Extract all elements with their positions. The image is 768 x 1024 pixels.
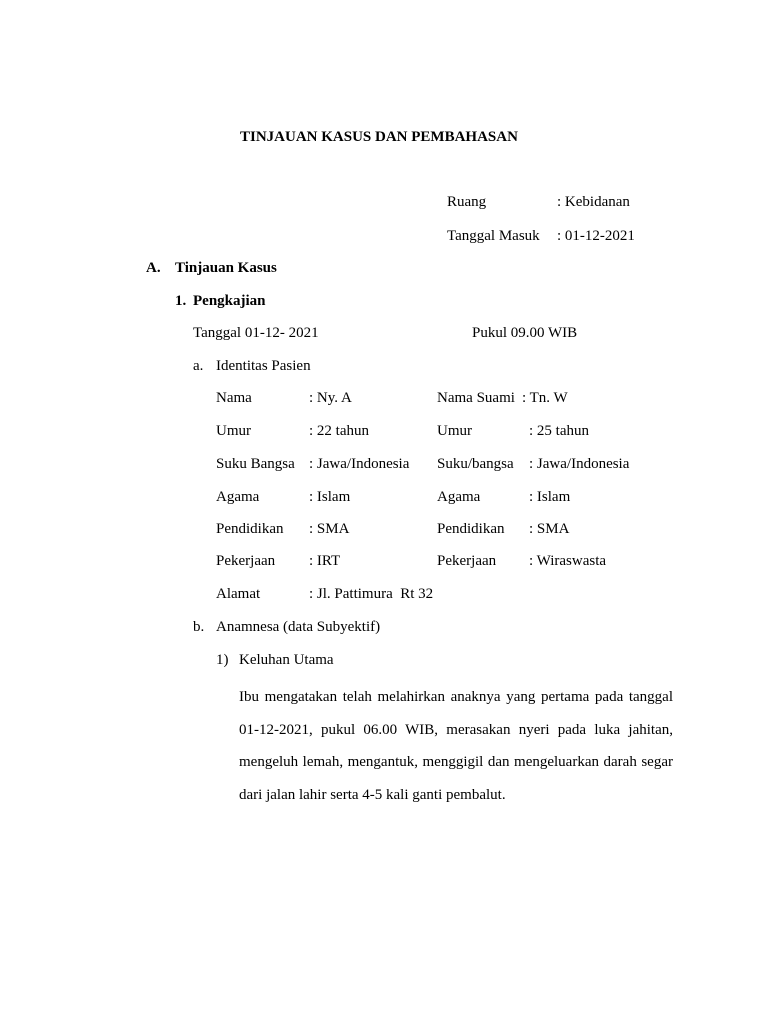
identity-label: Suku Bangsa	[216, 456, 295, 472]
identity-value: : 22 tahun	[309, 423, 369, 439]
identity-value-suami: : Tn. W	[522, 390, 568, 406]
identity-value: : Islam	[309, 489, 351, 505]
keluhan-heading: Keluhan Utama	[239, 652, 334, 668]
identity-label-suami: Pendidikan	[437, 521, 505, 537]
section-a-marker: A.	[146, 260, 161, 276]
identity-value-suami: : Jawa/Indonesia	[529, 456, 630, 472]
identity-value-suami: : Wiraswasta	[529, 553, 607, 569]
subsection-1-heading: Pengkajian	[193, 293, 266, 309]
identity-value: : SMA	[309, 521, 350, 537]
identity-label: Agama	[216, 489, 260, 505]
identity-value-suami: : 25 tahun	[529, 423, 589, 439]
section-a-heading: Tinjauan Kasus	[175, 260, 277, 276]
identity-label: Alamat	[216, 586, 261, 602]
identity-value-suami: : Islam	[529, 489, 571, 505]
pengkajian-tanggal: Tanggal 01-12- 2021	[193, 325, 319, 341]
keluhan-marker: 1)	[216, 652, 229, 668]
identity-value: : Jawa/Indonesia	[309, 456, 410, 472]
tanggal-masuk-label: Tanggal Masuk	[447, 228, 540, 244]
identitas-marker: a.	[193, 358, 204, 374]
subsection-1-marker: 1.	[175, 293, 187, 309]
identity-label-suami: Suku/bangsa	[437, 456, 514, 472]
pengkajian-pukul: Pukul 09.00 WIB	[472, 325, 578, 341]
ruang-value: : Kebidanan	[557, 194, 630, 210]
ruang-label: Ruang	[447, 194, 487, 210]
identitas-heading: Identitas Pasien	[216, 358, 311, 374]
anamnesa-heading: Anamnesa (data Subyektif)	[216, 619, 381, 635]
identity-label-suami: Nama Suami	[437, 390, 515, 406]
identity-value-suami: : SMA	[529, 521, 570, 537]
identity-label: Umur	[216, 423, 251, 439]
identity-label-suami: Umur	[437, 423, 472, 439]
keluhan-paragraph: Ibu mengatakan telah melahirkan anaknya yang pertama pada tanggal 01-12-2021, pukul 06.00 WIB, merasakan nyeri pada luka jahitan, mengeluh lemah, mengantuk, menggigil dan mengeluarkan darah segar dari jalan lahir serta 4-5 kali ganti pembalut.	[239, 689, 673, 803]
identity-label-suami: Pekerjaan	[437, 553, 497, 569]
identity-value: : Jl. Pattimura Rt 32	[309, 586, 434, 602]
identity-label: Nama	[216, 390, 252, 406]
tanggal-masuk-value: : 01-12-2021	[557, 228, 635, 244]
identity-value: : Ny. A	[309, 390, 352, 406]
identity-label-suami: Agama	[437, 489, 481, 505]
identity-label: Pekerjaan	[216, 553, 276, 569]
page-title: TINJAUAN KASUS DAN PEMBAHASAN	[240, 129, 518, 145]
identity-label: Pendidikan	[216, 521, 284, 537]
anamnesa-marker: b.	[193, 619, 205, 635]
identity-value: : IRT	[309, 553, 341, 569]
